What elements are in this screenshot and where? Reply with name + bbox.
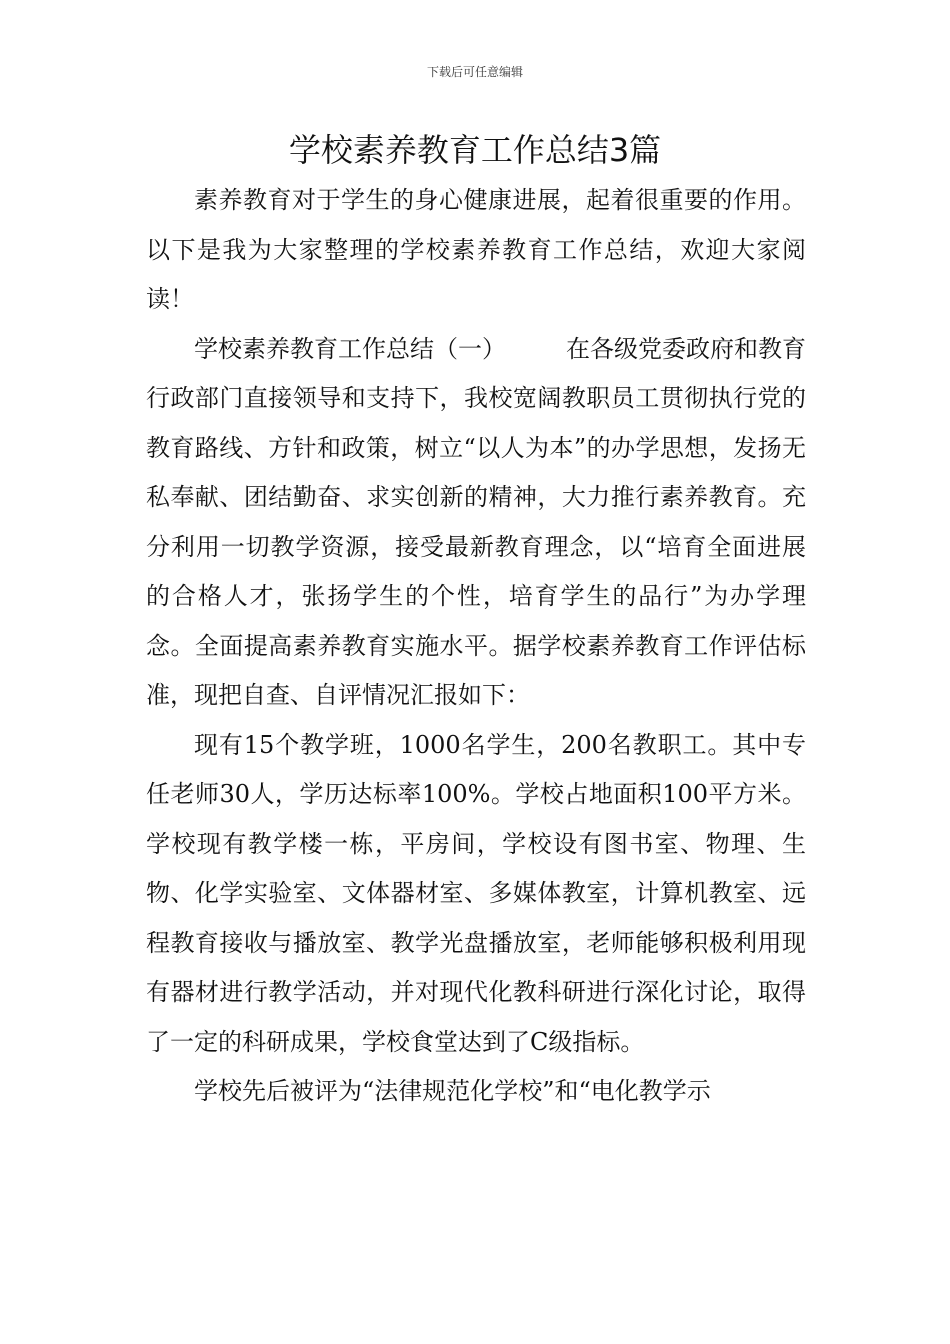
section-one-text: 在各级党委政府和教育行政部门直接领导和支持下，我校宽阔教职员工贯彻执行党的教育路线、方针和政策，树立“以人为本”的办学思想，发扬无私奉献、团结勤奋、求实创新的精神，大力推行素养教育。充分利用一切教学资源，接受最新教育理念，以“培育全面进展的合格人才，张扬学生的个性，培育学生的品行”为办学理念。全面提高素养教育实施水平。据学校素养教育工作评估标准，现把自查、自评情况汇报如下： [146,334,806,709]
section-one-heading: 学校素养教育工作总结（一） [194,334,506,363]
paragraph-intro-text: 素养教育对于学生的身心健康进展，起着很重要的作用。以下是我为大家整理的学校素养教育工作总结，欢迎大家阅读！ [146,186,806,313]
document-title: 学校素养教育工作总结3篇 [288,131,662,169]
document-body [146,176,806,1117]
paragraph-school-facts [146,721,806,1068]
paragraph-section-one [146,325,806,721]
honors-text: 学校先后被评为“法律规范化学校”和“电化教学示 [194,1077,711,1105]
header-note: 下载后可任意编辑 [426,65,523,79]
paragraph-intro [146,176,806,325]
school-facts-text: 现有15个教学班，1000名学生，200名教职工。其中专任老师30人，学历达标率100%。学校占地面积100平方米。学校现有教学楼一栋，平房间，学校设有图书室、物理、生物、化学实验室、文体器材室、多媒体教室，计算机教室、远程教育接收与播放室、教学光盘播放室，老师能够积极利用现有器材进行教学活动，并对现代化教科研进行深化讨论，取得了一定的科研成果，学校食堂达到了C级指标。 [146,730,806,1056]
paragraph-honors [146,1067,806,1117]
